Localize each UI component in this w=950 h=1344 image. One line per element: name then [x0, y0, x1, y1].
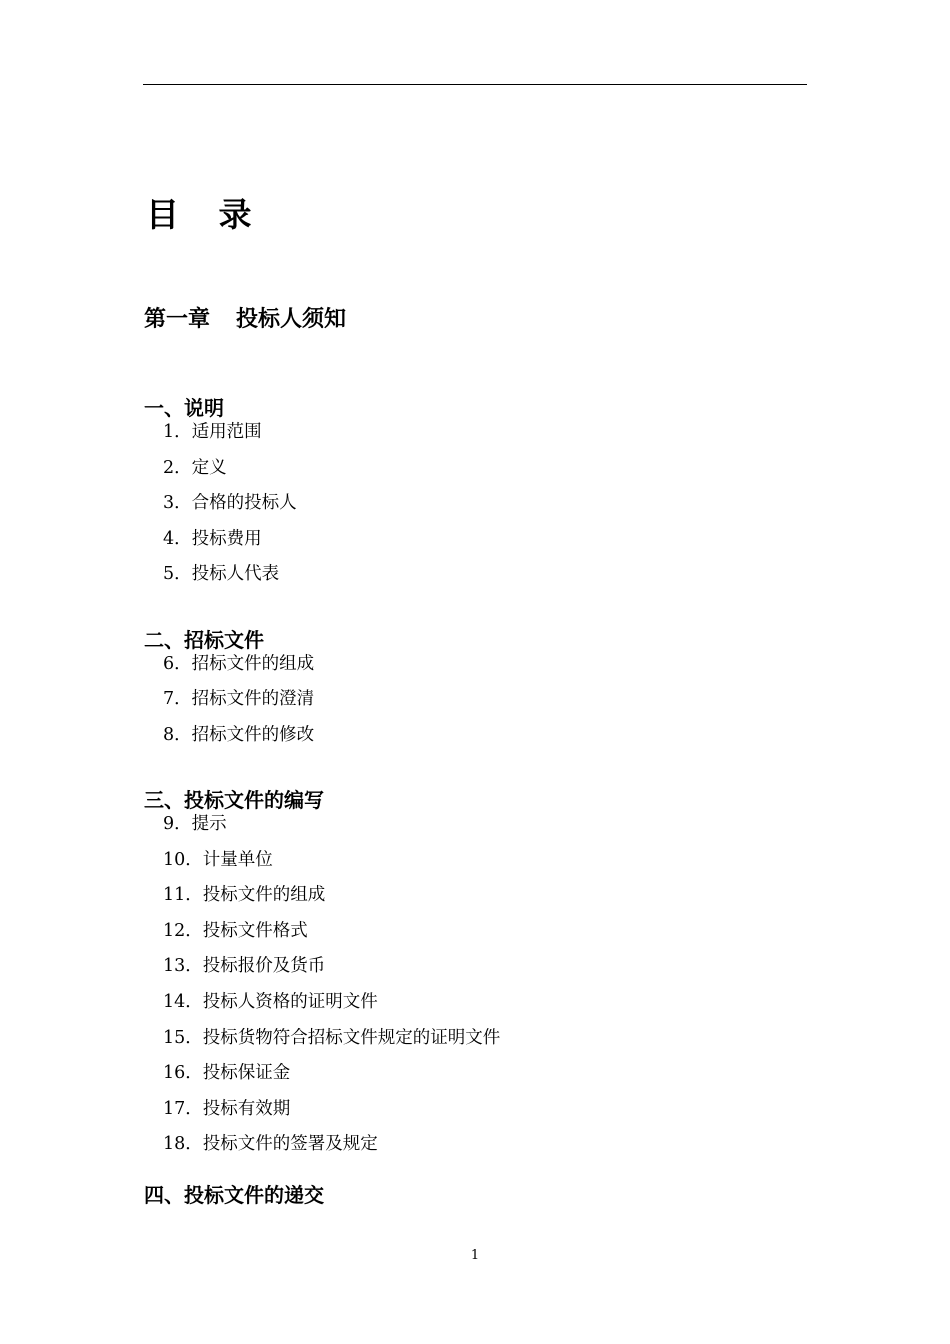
item-number: 2． [163, 458, 192, 478]
toc-item[interactable] [163, 887, 325, 905]
item-text: 投标报价及货币 [202, 956, 326, 976]
toc-item[interactable] [163, 923, 308, 941]
item-number: 16． [163, 1063, 203, 1083]
header-rule [143, 84, 807, 85]
item-text: 投标人资格的证明文件 [202, 992, 378, 1012]
toc-item[interactable] [163, 531, 262, 549]
toc-item[interactable] [163, 495, 297, 513]
toc-item[interactable] [163, 727, 314, 745]
item-number: 9． [163, 814, 192, 834]
toc-title: 目 录 [146, 195, 266, 234]
item-text: 提示 [191, 814, 227, 834]
item-text: 投标费用 [191, 529, 262, 549]
item-number: 3． [163, 493, 192, 513]
chapter-label: 第一章 [144, 307, 211, 332]
item-text: 投标货物符合招标文件规定的证明文件 [202, 1028, 501, 1048]
item-number: 4． [163, 529, 192, 549]
item-number: 6． [163, 654, 192, 674]
item-number: 1． [163, 422, 192, 442]
item-number: 11． [163, 885, 203, 905]
item-text: 投标有效期 [202, 1099, 291, 1119]
section-heading: 二、招标文件 [144, 628, 264, 652]
item-text: 投标文件的组成 [202, 885, 326, 905]
toc-item[interactable] [163, 1030, 500, 1048]
item-number: 8． [163, 725, 192, 745]
toc-item[interactable] [163, 1065, 290, 1083]
toc-item[interactable] [163, 852, 273, 870]
section-heading: 四、投标文件的递交 [144, 1183, 324, 1207]
toc-item[interactable] [163, 1101, 290, 1119]
chapter-heading [144, 309, 346, 331]
item-number: 17． [163, 1099, 203, 1119]
item-text: 计量单位 [202, 850, 273, 870]
toc-item[interactable] [163, 994, 378, 1012]
item-number: 7． [163, 689, 192, 709]
item-number: 14． [163, 992, 203, 1012]
item-number: 10． [163, 850, 203, 870]
item-text: 投标文件的签署及规定 [202, 1134, 378, 1154]
item-text: 招标文件的澄清 [191, 689, 315, 709]
toc-item[interactable] [163, 691, 314, 709]
item-text: 定义 [191, 458, 227, 478]
item-number: 5． [163, 564, 192, 584]
item-text: 招标文件的组成 [191, 654, 315, 674]
item-text: 招标文件的修改 [191, 725, 315, 745]
section-heading: 一、说明 [144, 396, 224, 420]
page-number: 1 [470, 1248, 480, 1263]
item-number: 13． [163, 956, 203, 976]
toc-item[interactable] [163, 816, 227, 834]
item-number: 12． [163, 921, 203, 941]
item-text: 合格的投标人 [191, 493, 297, 513]
section-heading: 三、投标文件的编写 [144, 788, 324, 812]
toc-item[interactable] [163, 460, 227, 478]
item-text: 投标人代表 [191, 564, 280, 584]
chapter-name: 投标人须知 [236, 307, 347, 332]
toc-item[interactable] [163, 424, 262, 442]
item-text: 投标文件格式 [202, 921, 308, 941]
item-text: 适用范围 [191, 422, 262, 442]
toc-item[interactable] [163, 958, 325, 976]
toc-item[interactable] [163, 1136, 378, 1154]
item-number: 18． [163, 1134, 203, 1154]
item-text: 投标保证金 [202, 1063, 291, 1083]
toc-item[interactable] [163, 566, 279, 584]
item-number: 15． [163, 1028, 203, 1048]
toc-item[interactable] [163, 656, 314, 674]
